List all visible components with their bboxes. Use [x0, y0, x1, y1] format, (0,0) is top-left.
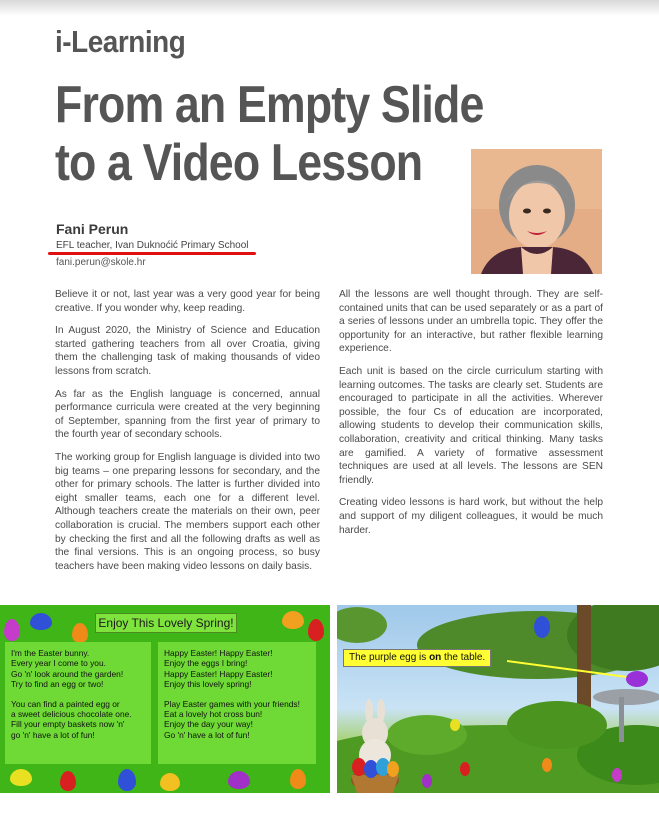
poem-line: Happy Easter! Happy Easter! [164, 648, 273, 658]
author-photo [471, 149, 602, 274]
poem-box-2 [158, 642, 316, 764]
caption-text-end: the table. [441, 652, 486, 663]
slide-caption [343, 649, 491, 667]
article-column-right [339, 288, 603, 546]
poem-line: I'm the Easter bunny. [11, 648, 90, 658]
title-line-2: to a Video Lesson [55, 134, 423, 192]
paragraph: The working group for English language is divided into two big teams – one preparing lessons for secondary, and the other for primary schools. The latter is further divided into eight smaller teams, each one for a different level. Although teachers create the materials on their own, peer collaboration is crucial. The members support each other by checking the first and all the following drafts as well as the final versions. This is an ongoing process, so busy teachers have been making video lessons on daily basis. [55, 451, 320, 572]
poem-line: Go 'n' look around the garden! [11, 668, 124, 679]
easter-egg-icon [282, 611, 304, 629]
caption-text-start: The purple egg is [349, 652, 430, 663]
garden-scene-illustration [337, 605, 659, 793]
easter-egg-icon [4, 619, 20, 641]
easter-egg-icon [30, 613, 52, 630]
poem-line: Eat a lovely hot cross bun! [164, 709, 263, 720]
section-label: i-Learning [55, 24, 186, 59]
easter-egg-icon [10, 769, 32, 786]
poem-line: Enjoy this lovely spring! [164, 679, 252, 690]
author-name: Fani Perun [56, 221, 129, 237]
poem-box-1 [5, 642, 151, 764]
title-line-1: From an Empty Slide [55, 76, 484, 134]
poem-line: Enjoy the eggs I bring! [164, 658, 248, 669]
easter-egg-icon [60, 771, 76, 791]
easter-egg-icon [228, 771, 250, 789]
easter-egg-icon [118, 769, 136, 791]
slide-banner: Enjoy This Lovely Spring! [95, 613, 237, 633]
poem-line: Happy Easter! Happy Easter! [164, 668, 273, 679]
caption-bold-word: on [429, 652, 442, 663]
poem-line: Try to find an egg or two! [11, 679, 104, 690]
page-top-edge [0, 0, 659, 16]
paragraph: All the lessons are well thought through. They are self-contained units that can be used separately or as a part of a series of lessons under an umbrella topic. They offer the opportunity for an interactive, but rather flexible learning experience. [339, 289, 603, 355]
poem-line: go 'n' have a lot of fun! [11, 729, 95, 740]
easter-egg-icon [308, 619, 324, 641]
slide-easter-scene [337, 605, 659, 793]
slide-easter-poems [0, 605, 330, 793]
poem-line: Fill your empty baskets now 'n' [11, 719, 125, 730]
author-email[interactable]: fani.perun@skole.hr [56, 257, 146, 268]
poem-line: a sweet delicious chocolate one. [11, 709, 132, 720]
paragraph: As far as the English language is concerned, annual performance curricula were created at the very beginning of September, spanning from the first year of primary to the fourth year of secondary schools. [55, 388, 320, 441]
paragraph: Creating video lessons is hard work, but without the help and support of my diligent colleagues, it would be much harder. [339, 497, 603, 536]
poem-line: Play Easter games with your friends! [164, 698, 300, 709]
poem-line: Every year I come to you. [11, 658, 106, 669]
article-title [55, 76, 483, 192]
poem-line: Enjoy the day your way! [164, 719, 253, 730]
easter-egg-icon [160, 773, 180, 791]
easter-egg-icon [290, 769, 306, 789]
paragraph: Each unit is based on the circle curriculum starting with learning outcomes. The tasks are clearly set. Students are encouraged to participate in all the activities. Wherever possible, the four Cs of education are incorporated, allowing students to develop their communication skills, collaboration, creativity and critical thinking. Many tasks are gamified. A variety of formative assessment techniques are used at all levels. The lessons are SEN friendly. [339, 365, 603, 486]
poem-line: Go 'n' have a lot of fun! [164, 729, 250, 740]
author-role: EFL teacher, Ivan Duknoćić Primary School [56, 240, 249, 251]
page-bottom-margin [0, 793, 659, 826]
article-column-left [55, 288, 320, 582]
easter-egg-icon [72, 623, 88, 643]
highlight-underline [48, 252, 256, 255]
paragraph: Believe it or not, last year was a very good year for being creative. If you wonder why, keep reading. [55, 289, 320, 314]
poem-line: You can find a painted egg or [11, 698, 120, 709]
paragraph: In August 2020, the Ministry of Science and Education started gathering teachers from all over Croatia, giving them the challenging task of making thousands of video lessons from scratch. [55, 325, 320, 377]
